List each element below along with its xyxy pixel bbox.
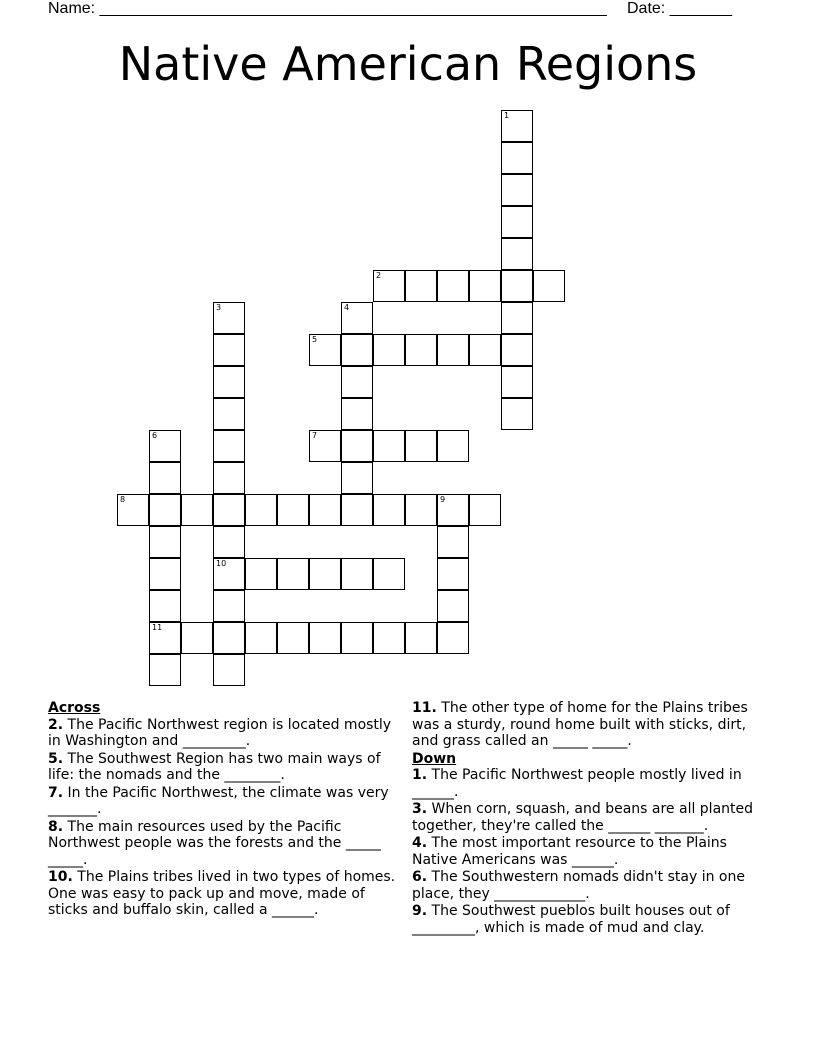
crossword-cell[interactable] (213, 398, 245, 430)
crossword-cell[interactable] (149, 462, 181, 494)
down-clue-3 (412, 801, 762, 834)
crossword-cell[interactable] (437, 270, 469, 302)
clue-number: 4. (412, 835, 428, 851)
crossword-cell[interactable] (405, 622, 437, 654)
crossword-cell[interactable] (405, 494, 437, 526)
clue-text: The Southwest pueblos built houses out of _________, which is made of mud and clay. (412, 903, 730, 936)
crossword-cell[interactable] (437, 622, 469, 654)
crossword-cell[interactable] (309, 430, 341, 462)
crossword-cell[interactable] (213, 622, 245, 654)
across-clue-10 (48, 869, 403, 919)
clue-number: 9. (412, 903, 428, 919)
crossword-cell[interactable] (213, 334, 245, 366)
crossword-cell[interactable] (213, 462, 245, 494)
cell-number: 9 (440, 495, 446, 504)
across-clue-7 (48, 785, 403, 818)
cell-number: 5 (312, 335, 318, 344)
crossword-cell[interactable] (149, 430, 181, 462)
crossword-cell[interactable] (437, 430, 469, 462)
crossword-cell[interactable] (373, 270, 405, 302)
date-field-label: Date: _______ (627, 0, 732, 17)
cell-number: 2 (376, 271, 382, 280)
clue-number: 11. (412, 700, 437, 716)
crossword-cell[interactable] (501, 334, 533, 366)
clue-text: When corn, squash, and beans are all planted together, they're called the ______ _______. (412, 801, 754, 834)
crossword-cell[interactable] (149, 590, 181, 622)
across-clue-5 (48, 751, 403, 784)
clue-number: 5. (48, 750, 64, 767)
down-clue-4 (412, 835, 762, 868)
crossword-cell[interactable] (373, 430, 405, 462)
across-heading: Across (48, 700, 101, 716)
crossword-cell[interactable] (309, 558, 341, 590)
crossword-cell[interactable] (245, 622, 277, 654)
crossword-cell[interactable] (373, 622, 405, 654)
crossword-cell[interactable] (405, 334, 437, 366)
crossword-cell[interactable] (405, 430, 437, 462)
clue-number: 10. (48, 869, 73, 885)
crossword-cell[interactable] (213, 558, 245, 590)
clue-number: 6. (412, 869, 428, 885)
crossword-cell[interactable] (501, 270, 533, 302)
crossword-cell[interactable] (501, 206, 533, 238)
cell-number: 6 (152, 431, 158, 440)
crossword-cell[interactable] (245, 558, 277, 590)
cell-number: 11 (152, 623, 163, 632)
crossword-cell[interactable] (149, 526, 181, 558)
clue-text: The other type of home for the Plains tribes was a sturdy, round home built with sticks, dirt, and grass called an _____ _____. (412, 700, 748, 749)
crossword-cell[interactable] (373, 558, 405, 590)
across-clue-2 (48, 717, 403, 750)
crossword-cell[interactable] (277, 558, 309, 590)
crossword-cell[interactable] (341, 558, 373, 590)
crossword-cell[interactable] (501, 110, 533, 142)
crossword-cell[interactable] (533, 270, 565, 302)
crossword-cell[interactable] (245, 494, 277, 526)
clues-left-column (48, 700, 403, 920)
crossword-cell[interactable] (501, 174, 533, 206)
crossword-cell[interactable] (309, 334, 341, 366)
clue-number: 1. (412, 767, 428, 783)
crossword-cell[interactable] (373, 494, 405, 526)
crossword-cell[interactable] (277, 622, 309, 654)
across-clue-11 (412, 700, 762, 750)
crossword-cell[interactable] (437, 494, 469, 526)
crossword-cell[interactable] (181, 622, 213, 654)
crossword-cell[interactable] (373, 334, 405, 366)
clue-text: In the Pacific Northwest, the climate was very _______. (48, 784, 389, 817)
down-clue-6 (412, 869, 762, 902)
clue-text: The Southwest Region has two main ways of life: the nomads and the ________. (48, 750, 381, 783)
crossword-cell[interactable] (341, 462, 373, 494)
clue-text: The Southwestern nomads didn't stay in one place, they _____________. (412, 869, 745, 902)
crossword-cell[interactable] (213, 654, 245, 686)
crossword-cell[interactable] (341, 430, 373, 462)
crossword-cell[interactable] (341, 494, 373, 526)
crossword-cell[interactable] (341, 398, 373, 430)
clue-number: 3. (412, 801, 428, 817)
cell-number: 1 (504, 111, 510, 120)
crossword-cell[interactable] (213, 302, 245, 334)
crossword-cell[interactable] (437, 558, 469, 590)
crossword-cell[interactable] (181, 494, 213, 526)
clue-number: 8. (48, 818, 64, 835)
crossword-cell[interactable] (501, 398, 533, 430)
crossword-cell[interactable] (117, 494, 149, 526)
down-clue-1 (412, 767, 762, 800)
down-clue-9 (412, 903, 762, 936)
down-heading: Down (412, 750, 457, 767)
crossword-cell[interactable] (469, 494, 501, 526)
cell-number: 3 (216, 303, 222, 312)
crossword-cell[interactable] (341, 622, 373, 654)
cell-number: 8 (120, 495, 126, 504)
name-field-label: Name: _________________________________________________________ (48, 0, 607, 17)
crossword-cell[interactable] (501, 366, 533, 398)
crossword-cell[interactable] (149, 654, 181, 686)
crossword-cell[interactable] (213, 590, 245, 622)
clue-text: The Pacific Northwest region is located mostly in Washington and _________. (48, 716, 392, 749)
clue-text: The most important resource to the Plains Native Americans was ______. (412, 835, 727, 868)
crossword-cell[interactable] (309, 494, 341, 526)
crossword-cell[interactable] (213, 526, 245, 558)
crossword-cell[interactable] (501, 302, 533, 334)
crossword-cell[interactable] (437, 526, 469, 558)
crossword-cell[interactable] (437, 590, 469, 622)
crossword-cell[interactable] (405, 270, 437, 302)
crossword-cell[interactable] (213, 366, 245, 398)
crossword-cell[interactable] (501, 142, 533, 174)
crossword-cell[interactable] (277, 494, 309, 526)
clues-right-column (412, 700, 762, 937)
crossword-cell[interactable] (469, 270, 501, 302)
crossword-cell[interactable] (213, 430, 245, 462)
clue-text: The main resources used by the Pacific Northwest people was the forests and the _____ _____. (48, 818, 381, 868)
crossword-cell[interactable] (149, 494, 181, 526)
cell-number: 10 (216, 559, 227, 568)
clue-text: The Plains tribes lived in two types of homes. One was easy to pack up and move, made of sticks and buffalo skin, called a ______. (48, 869, 396, 918)
cell-number: 4 (344, 303, 350, 312)
page-title: Native American Regions (118, 37, 698, 91)
cell-number: 7 (312, 431, 318, 440)
crossword-cell[interactable] (309, 622, 341, 654)
across-clue-8 (48, 819, 403, 869)
clue-number: 7. (48, 784, 64, 801)
crossword-cell[interactable] (213, 494, 245, 526)
crossword-cell[interactable] (501, 238, 533, 270)
crossword-cell[interactable] (341, 302, 373, 334)
clue-text: The Pacific Northwest people mostly lived in ______. (412, 767, 742, 800)
crossword-cell[interactable] (469, 334, 501, 366)
clue-number: 2. (48, 716, 64, 733)
crossword-cell[interactable] (341, 366, 373, 398)
crossword-cell[interactable] (341, 334, 373, 366)
crossword-cell[interactable] (149, 622, 181, 654)
crossword-cell[interactable] (149, 558, 181, 590)
crossword-cell[interactable] (437, 334, 469, 366)
